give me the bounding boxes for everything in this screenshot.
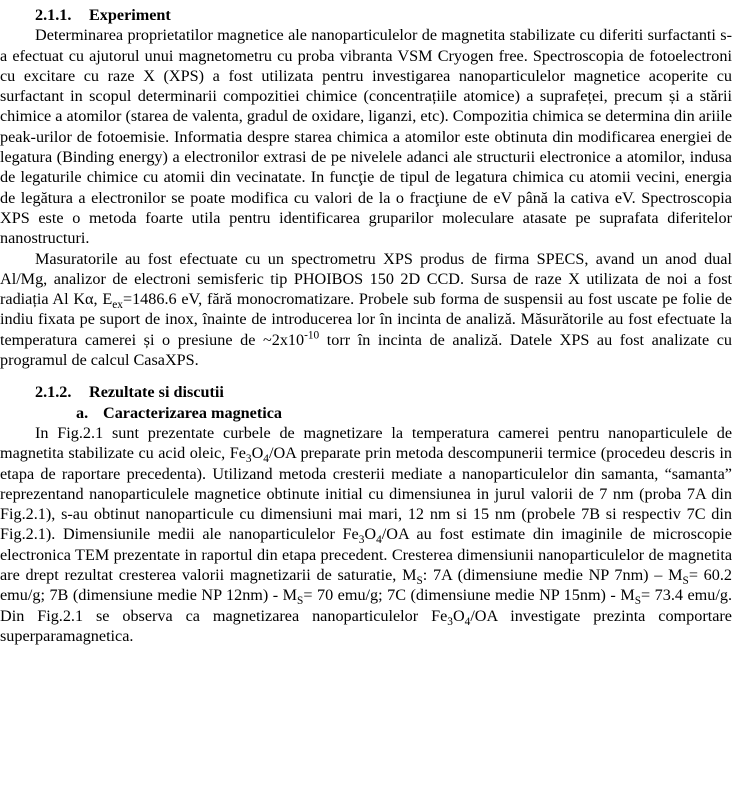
section-title: Rezultate si discutii	[89, 383, 224, 402]
paragraph-experiment-1: Determinarea proprietatilor magnetice ale nanoparticulelor de magnetita stabilizate cu diferiti surfactanti s-a efectuat cu ajutorul unui magnetometru cu proba vibranta VSM Cryogen free. Spectroscopia de fotoelectroni cu excitare cu raze X (XPS) a fost utilizata pentru investigarea nanoparticulelor magnetice acoperite cu surfactant in scopul determinarii compozitiei chimice (concentrațiile atomice) a suprafeței, precum și a stării chimice a atomilor (starea de valenta, gradul de oxidare, liganzi, etc). Compozitia chimica se determina din ariile peak-urilor de fotoemisie. Informatia despre starea chimica a atomilor este obtinuta din modificarea energiei de legatura (Binding energy) a electronilor extrasi de pe nivelele adanci ale structurii electronice a atomilor, indusa de legaturile chimice cu atomii din vecinatate. In funcţie de tipul de legatura chimica cu atomii vecini, energia de legătura a electronilor se poate modifica cu valori de la o fracţiune de eV până la cativa eV. Spectroscopia XPS este o metoda foarte utila pentru identificarea gruparilor moleculare atasate pe suprafata diferitelor nanostructuri.	[0, 26, 732, 248]
paragraph-experiment-2: Masuratorile au fost efectuate cu un spectrometru XPS produs de firma SPECS, avand un anod dual Al/Mg, analizor de electroni semisferic tip PHOIBOS 150 2D CCD. Sursa de raze X utilizata de noi a fost radiația Al Kα, $E_{ex}=1486.6$ eV, fără monocromatizare. Probele sub forma de suspensii au fost uscate pe folie de indiu fixata pe suport de inox, înainte de introducerea lor în incinta de analiză. Măsurătorile au fost efectuate la temperatura camerei și o presiune de $\sim 2x10^{-10}$ torr în incinta de analiză. Datele XPS au fost analizate cu programul de calcul CasaXPS.	[0, 249, 733, 370]
subsection-title: Caracterizarea magnetica	[103, 403, 283, 422]
subsection-number: a.	[76, 403, 89, 422]
section-heading-results	[0, 382, 732, 402]
section-title: Experiment	[89, 6, 171, 24]
section-number: 2.1.1.	[35, 6, 72, 24]
section-number: 2.1.2.	[35, 383, 72, 402]
section-heading-experiment	[0, 5, 732, 25]
paragraph-results: In Fig.2.1 sunt prezentate curbele de magnetizare la temperatura camerei pentru nanoparticulele de magnetita stabilizate cu acid oleic, $Fe_3O_4/OA$ preparate prin metoda descompunerii termice (procedeu descris in etapa de raportare precedenta). Utilizand metoda cresterii mediate a nanoparticulelor din samanta, “samanta” reprezentand nanoparticulele magnetice obtinute initial cu dimensiunea in jurul valorii de 7 nm (proba 7A din Fig.2.1), s-au obtinut nanoparticule cu dimensiuni mai mari, 12 nm si 15 nm (probele 7B si respectiv 7C din Fig.2.1). Dimensiunile medii ale nanoparticulelor $Fe_3O_4/OA$ au fost estimate din imaginile de microscopie electronica TEM prezentate in raportul din etapa precedent. Cresterea dimensiunii nanoparticulelor de magnetita are drept rezultat cresterea valorii magnetizarii de saturatie, $M_S$: 7A (dimensiune medie NP $7nm) - M_S= 60.2$ emu/g; 7B (dimensiune medie NP $12nm) - M_S= 70$ emu/g; 7C (dimensiune medie NP $15nm) - M_S= 73.4$ emu/g. Din Fig.2.1 se observa ca magnetizarea nanoparticulelor $Fe_3O_4/OA$ investigate prezinta comportare superparamagnetica.	[0, 423, 732, 645]
subsection-heading	[0, 403, 732, 423]
